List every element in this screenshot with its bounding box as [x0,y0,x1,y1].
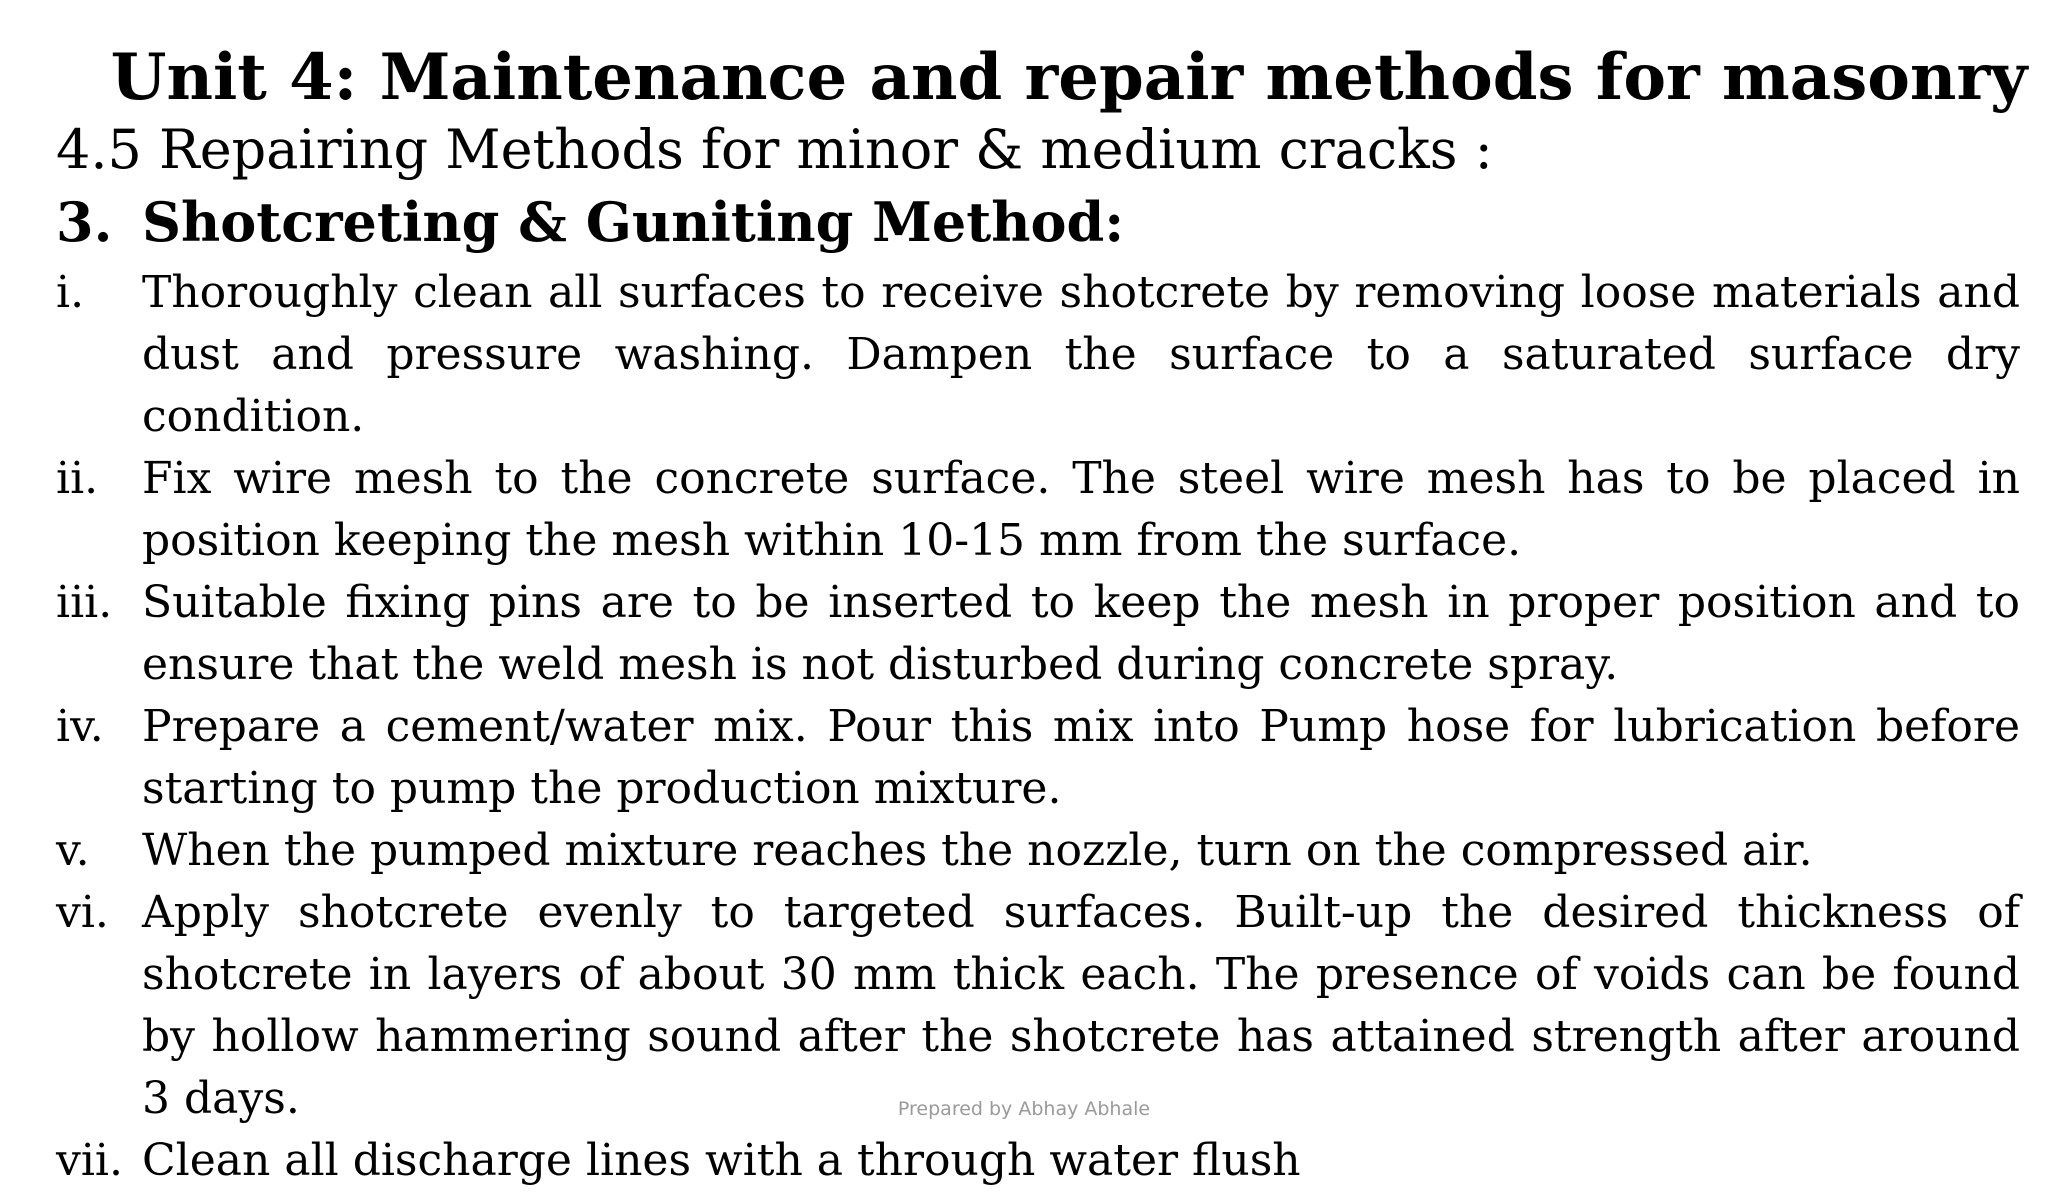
method-heading [56,188,1124,256]
step-text: Clean all discharge lines with a through water flush [142,1135,1301,1186]
step-number: vii. [56,1135,123,1186]
footer-credit: Prepared by Abhay Abhale [897,1098,1151,1120]
slide-title: Unit 4: Maintenance and repair methods for masonry [110,40,2028,115]
step-text: Suitable fixing pins are to be inserted to keep the mesh in proper position and to ensure that the weld mesh is not disturbed during concrete spray. [142,577,2020,690]
step-item [56,572,2020,696]
steps-list [56,262,2020,1192]
step-text: Fix wire mesh to the concrete surface. The steel wire mesh has to be placed in position keeping the mesh within 10-15 mm from the surface. [142,453,2020,566]
step-item [56,696,2020,820]
step-item [56,1130,2020,1192]
step-item [56,262,2020,448]
step-item [56,882,2020,1130]
step-number: iii. [56,577,113,628]
method-number: 3. [56,190,113,254]
step-text: Prepare a cement/water mix. Pour this mix into Pump hose for lubrication before starting to pump the production mixture. [142,701,2020,814]
method-label: Shotcreting & Guniting Method: [142,190,1125,254]
step-number: v. [56,825,90,876]
section-subheading: 4.5 Repairing Methods for minor & medium cracks : [56,118,1493,181]
step-number: iv. [56,701,104,752]
step-text: Thoroughly clean all surfaces to receive shotcrete by removing loose materials and dust and pressure washing. Dampen the surface to a saturated surface dry condition. [142,267,2020,442]
step-number: ii. [56,453,99,504]
step-text: When the pumped mixture reaches the nozzle, turn on the compressed air. [142,825,1813,876]
step-text: Apply shotcrete evenly to targeted surfaces. Built-up the desired thickness of shotcrete in layers of about 30 mm thick each. The presence of voids can be found by hollow hammering sound after the shotcrete has attained strength after around 3 days. [142,887,2020,1124]
step-item [56,448,2020,572]
step-number: vi. [56,887,109,938]
step-item [56,820,2020,882]
step-number: i. [56,267,85,318]
